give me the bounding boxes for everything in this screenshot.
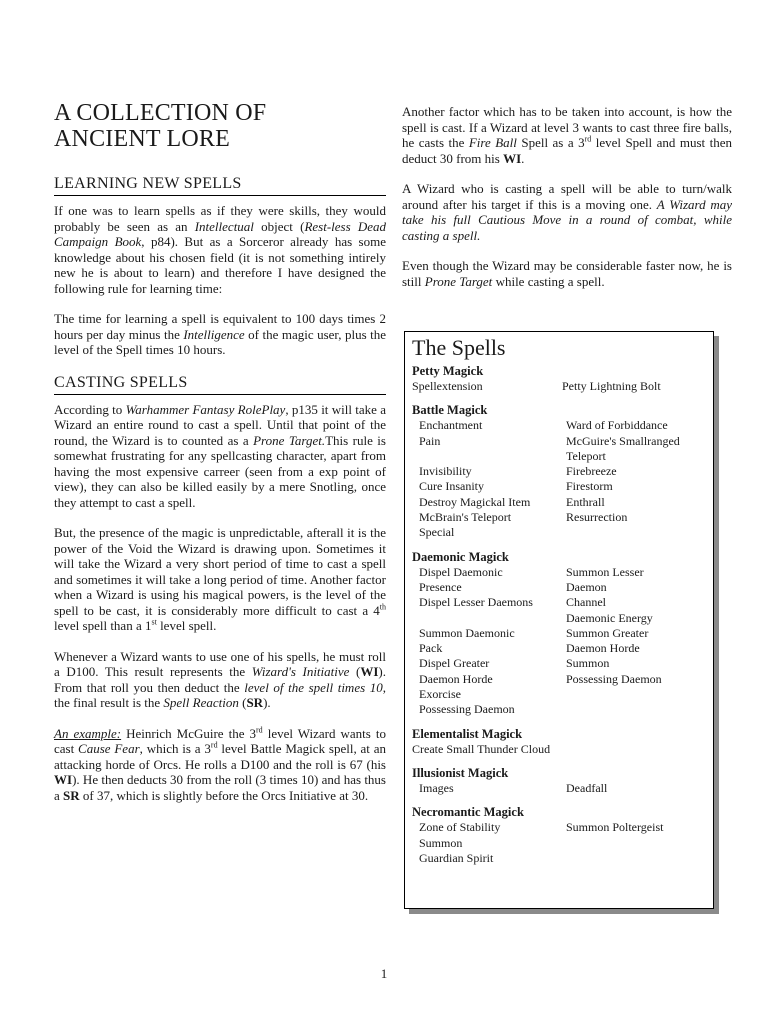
spell-item: Summon Greater <box>566 625 649 640</box>
spell-item: Possessing Daemon <box>419 702 515 717</box>
spell-item: Daemon Horde <box>566 641 640 656</box>
page-title-line-2: ANCIENT LORE <box>54 126 230 152</box>
spell-item: Invisibility <box>419 464 472 479</box>
casting-paragraph-2: But, the presence of the magic is unpredictable, afterall it is the power of the Void the Wizard is drawing upon. Sometimes it will take the Wizard a very short period of time to cast a spell and sometimes it will take a long period of time. Another factor when a Wizard is using his magical powers, is the level of the spell to be cast, it is considerably more difficult to cast a 4th level spell than a 1st level spell. <box>54 525 386 633</box>
spells-box <box>404 331 714 909</box>
spell-item: Exorcise <box>419 687 461 702</box>
casting-paragraph-4: An example: Heinrich McGuire the 3rd level Wizard wants to cast Cause Fear, which is a 3rd level Battle Magick spell, at an attacking horde of Orcs. He rolls a D100 and the roll is 67 (his WI). He then deducts 30 from the roll (3 times 10) and has thus a SR of 37, which is slightly before the Orcs Initiative at 30. <box>54 725 386 803</box>
spell-column-right <box>566 781 713 796</box>
spell-item: Summon Poltergeist <box>566 820 664 835</box>
page-title <box>54 100 386 152</box>
spell-school-name: Daemonic Magick <box>412 549 509 564</box>
spell-school <box>412 726 713 757</box>
spell-column-right <box>562 379 712 394</box>
spell-column-left <box>412 781 566 796</box>
spell-list <box>412 379 713 394</box>
casting-paragraph-1: According to Warhammer Fantasy RolePlay, p135 it will take a Wizard an entire round to cast a spell. Until that point of the round, the Wizard is to counted as a Prone Target.This rule is somewhat frustrating for any spellcasting character, apart from having the most expensive carreer (seen from a exp point of view), they can also be killed easily by a mere Snotling, once they attempt to cast a spell. <box>54 401 387 510</box>
spell-item: Possessing Daemon <box>566 671 662 686</box>
learning-heading: LEARNING NEW SPELLS <box>54 174 386 196</box>
spell-item: Firestorm <box>566 479 613 494</box>
spell-school <box>412 363 713 394</box>
spell-item: Create Small Thunder Cloud <box>412 741 551 756</box>
spell-list <box>412 742 713 757</box>
spell-item: Daemon Horde <box>419 671 493 686</box>
right-paragraph-1: Another factor which has to be taken into account, is how the spell is cast. If a Wizard at level 3 wants to cast three fire balls, he casts the Fire Ball Spell as a 3rd level Spell and must then deduct 30 from his WI. <box>402 104 733 166</box>
spell-item <box>419 449 566 464</box>
spell-item: McGuire's Smallranged <box>566 433 680 448</box>
spell-school-name: Illusionist Magick <box>412 765 509 780</box>
spell-item <box>419 611 566 626</box>
spell-item: Petty Lightning Bolt <box>562 379 661 393</box>
spell-item: Summon Daemonic <box>419 625 515 640</box>
spell-item: Enthrall <box>566 494 605 509</box>
spell-schools <box>405 363 713 866</box>
right-paragraph-2: A Wizard who is casting a spell will be able to turn/walk around after his target if this is a moving one. A Wizard may take his full Cautious Move in a round of combat, while casting a spell. <box>402 181 732 243</box>
spell-item: Daemonic Energy <box>566 610 653 625</box>
casting-paragraph-3: Whenever a Wizard wants to use one of his spells, he must roll a D100. This result represents the Wizard's Initiative (WI). From that roll you then deduct the level of the spell times 10, the final result is the Spell Reaction (SR). <box>54 648 386 710</box>
spell-item: Firebreeze <box>566 464 617 479</box>
spell-item: Dispel Lesser Daemons <box>419 595 533 610</box>
spell-item: Enchantment <box>419 418 483 433</box>
spell-item: Ward of Forbiddance <box>566 418 668 433</box>
spell-school <box>412 765 713 796</box>
casting-heading: CASTING SPELLS <box>54 373 386 395</box>
spell-column-left <box>412 418 566 540</box>
spell-item: Special <box>419 525 455 540</box>
spell-school-name: Necromantic Magick <box>412 805 524 820</box>
spell-item: Dispel Daemonic <box>419 564 503 579</box>
spell-column-right <box>566 418 713 540</box>
spell-school-name: Petty Magick <box>412 364 484 378</box>
spell-column-left <box>412 742 613 757</box>
spell-item: Images <box>419 780 454 795</box>
spell-column-right <box>613 742 713 757</box>
spells-title: The Spells <box>412 335 506 360</box>
right-column <box>402 104 732 304</box>
spell-item: Summon <box>566 656 610 671</box>
spell-item: Channel <box>566 595 606 610</box>
spell-list <box>412 781 713 796</box>
spell-item: Presence <box>419 579 462 594</box>
spell-item: Daemon <box>566 579 607 594</box>
right-paragraph-3: Even though the Wizard may be considerable faster now, he is still Prone Target while casting a spell. <box>402 258 732 289</box>
spell-column-right <box>566 565 713 718</box>
left-column <box>54 100 386 818</box>
spell-item: Destroy Magickal Item <box>419 494 531 509</box>
spell-item: Teleport <box>566 448 606 463</box>
spell-school-name: Battle Magick <box>412 403 488 418</box>
spell-item: Deadfall <box>566 780 608 795</box>
spell-item: Dispel Greater <box>419 656 490 671</box>
learning-paragraph-1: If one was to learn spells as if they were skills, they would probably be seen as an Intellectual object (Rest-less Dead Campaign Book, p84). But as a Sorceror already has some knowledge about his chosen field (it is not something intirely new he is about to learn) and therefore I have designed the following rule for learning time: <box>54 203 387 296</box>
spell-school <box>412 804 713 866</box>
spell-school <box>412 402 713 540</box>
spell-item: Zone of Stability <box>419 820 501 835</box>
learning-paragraph-2: The time for learning a spell is equivalent to 100 days times 2 hours per day minus the Intelligence of the magic user, plus the level of the Spell times 10 hours. <box>54 311 387 357</box>
spell-column-right <box>566 820 713 866</box>
spell-item: Summon <box>419 835 463 850</box>
spell-item: Cure Insanity <box>419 479 484 494</box>
spell-list <box>412 565 713 718</box>
page-number: 1 <box>380 966 388 981</box>
spell-column-left <box>412 379 562 394</box>
spell-column-left <box>412 820 566 866</box>
spell-item: Pack <box>419 641 443 656</box>
spell-item: Pain <box>419 433 441 448</box>
spell-column-left <box>412 565 566 718</box>
spell-item: Guardian Spirit <box>419 850 494 865</box>
spell-item: Summon Lesser <box>566 564 644 579</box>
spell-school-name: Elementalist Magick <box>412 726 523 741</box>
spell-list <box>412 820 713 866</box>
spell-school <box>412 549 713 718</box>
spell-item: McBrain's Teleport <box>419 510 512 525</box>
spell-item: Spellextension <box>412 379 483 393</box>
page-title-line-1: A COLLECTION OF <box>54 100 267 126</box>
spell-item: Resurrection <box>566 510 628 525</box>
spell-list <box>412 418 713 540</box>
